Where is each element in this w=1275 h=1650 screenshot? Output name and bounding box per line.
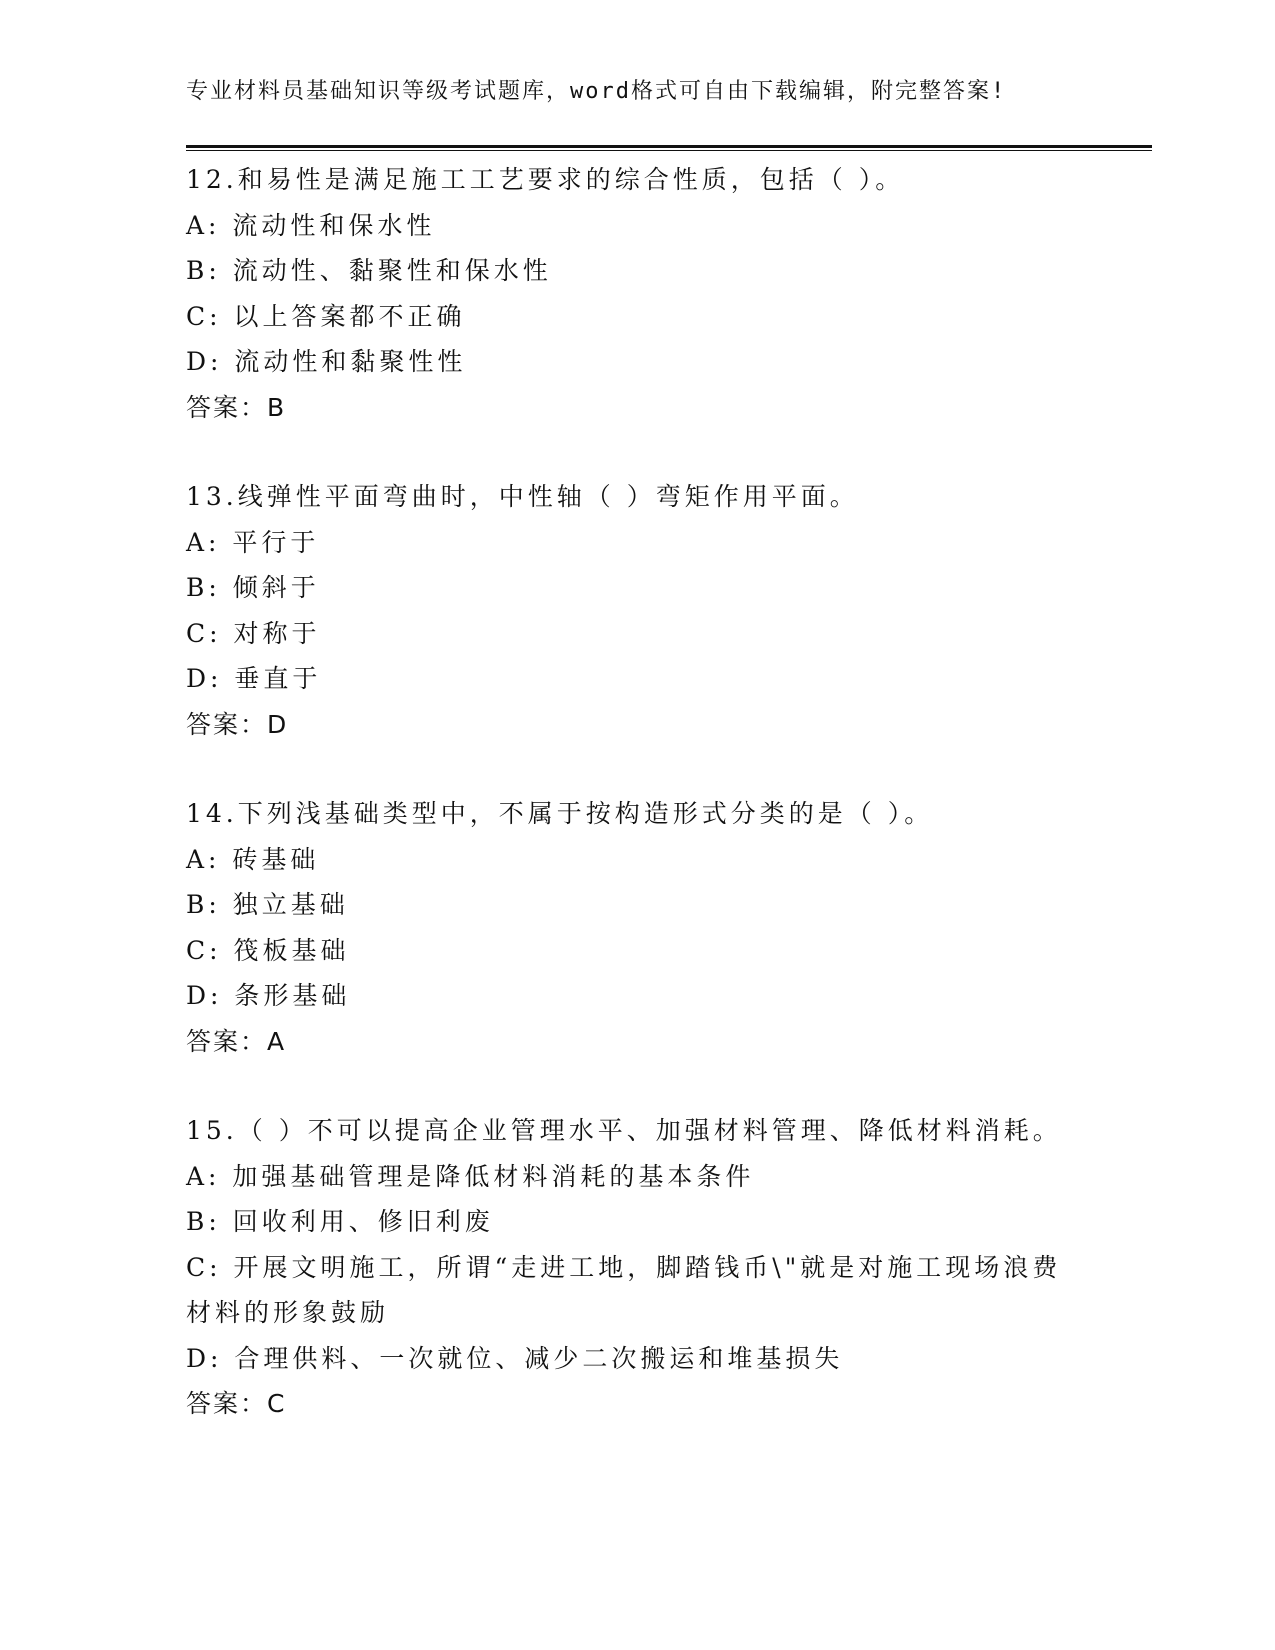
- option-c: C: 筏板基础: [186, 935, 350, 965]
- question-13: [186, 474, 1086, 747]
- option-c: C: 对称于: [186, 618, 321, 648]
- option-b: B: 倾斜于: [186, 573, 320, 602]
- option-a: A: 流动性和保水性: [186, 210, 436, 240]
- option-a: A: 砖基础: [186, 844, 320, 874]
- question-stem: 13.线弹性平面弯曲时，中性轴（ ）弯矩作用平面。: [186, 482, 859, 511]
- page-header: 专业材料员基础知识等级考试题库，word格式可自由下载编辑，附完整答案!: [186, 79, 1007, 104]
- option-d: D: 条形基础: [186, 981, 351, 1010]
- question-12: [186, 157, 1086, 430]
- header-divider-thick: [186, 145, 1152, 148]
- option-d: D: 合理供料、一次就位、减少二次搬运和堆基损失: [186, 1343, 844, 1373]
- answer-label: 答案：D: [186, 709, 289, 739]
- option-c: C: 开展文明施工，所谓“走进工地，脚踏钱币\"就是对施工现场浪费材料的形象鼓励: [186, 1252, 1062, 1327]
- answer-label: 答案：C: [186, 1389, 287, 1418]
- question-stem: 12.和易性是满足施工工艺要求的综合性质，包括（ ）。: [186, 165, 905, 194]
- option-b: B: 流动性、黏聚性和保水性: [186, 256, 552, 285]
- answer-label: 答案：B: [186, 392, 287, 422]
- question-14: [186, 791, 1086, 1064]
- option-c: C: 以上答案都不正确: [186, 301, 466, 331]
- question-stem: 15.（ ）不可以提高企业管理水平、加强材料管理、降低材料消耗。: [186, 1116, 1062, 1145]
- header-divider-thin: [186, 150, 1152, 151]
- option-b: B: 回收利用、修旧利废: [186, 1207, 494, 1236]
- option-d: D: 流动性和黏聚性性: [186, 347, 467, 376]
- option-d: D: 垂直于: [186, 664, 322, 693]
- option-a: A: 平行于: [186, 527, 320, 557]
- answer-label: 答案：A: [186, 1026, 287, 1056]
- question-stem: 14.下列浅基础类型中，不属于按构造形式分类的是（ ）。: [186, 799, 934, 828]
- option-b: B: 独立基础: [186, 890, 349, 919]
- question-15: [186, 1108, 1086, 1427]
- question-list: [186, 157, 1086, 1471]
- option-a: A: 加强基础管理是降低材料消耗的基本条件: [186, 1161, 755, 1191]
